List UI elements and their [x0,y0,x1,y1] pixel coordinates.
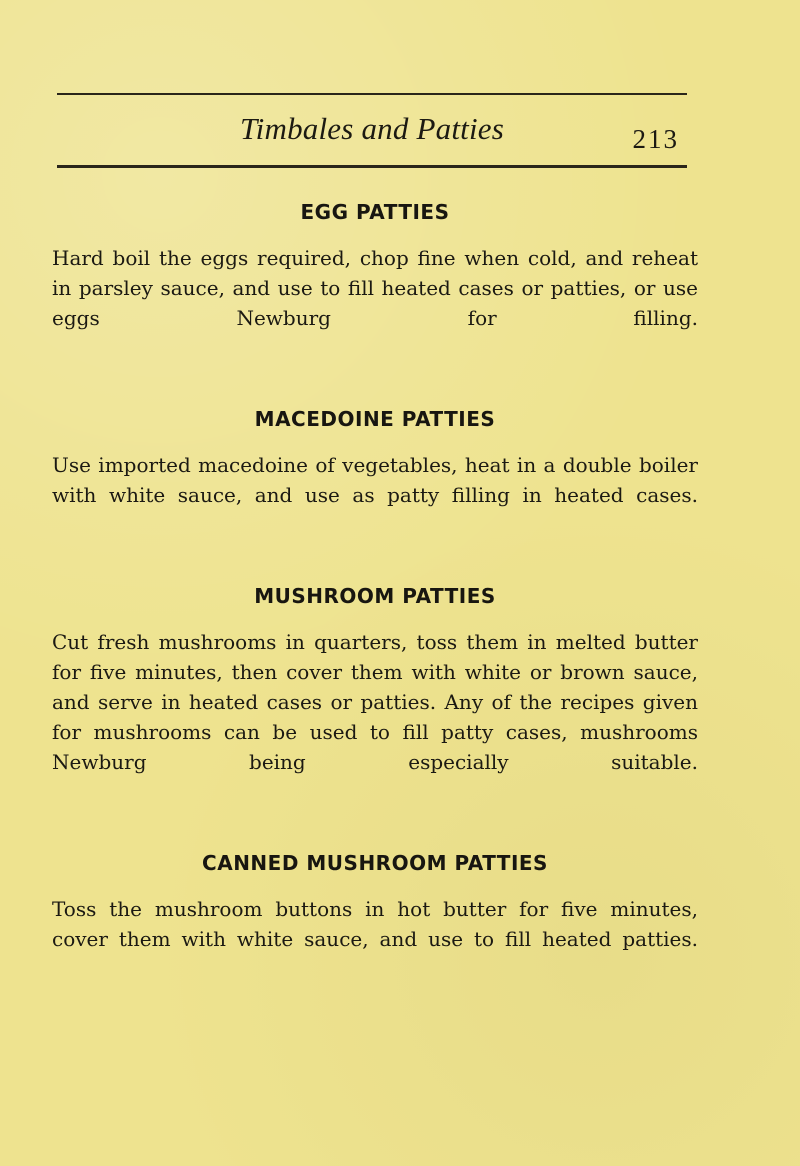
canned-mushroom-patties-heading: CANNED MUSHROOM PATTIES [202,851,548,875]
macedoine-patties-heading: MACEDOINE PATTIES [254,407,496,431]
egg-patties-text: Hard boil the eggs required, chop fine when cold, and reheat in parsley sauce, and use to fill heated cases or patties, or use eggs Newburg for filling. [52,246,698,330]
egg-patties-heading: EGG PATTIES [300,200,450,224]
running-head-title: Timbales and Patties [239,111,505,146]
top-rule [57,93,687,95]
macedoine-patties-text: Use imported macedoine of vegetables, heat in a double boiler with white sauce, and use as patty filling in heated cases. [52,453,698,507]
mushroom-patties-heading: MUSHROOM PATTIES [254,584,496,608]
page-number: 213 [632,124,679,154]
canned-mushroom-patties-section [52,849,698,984]
mushroom-patties-section [52,582,698,807]
macedoine-patties-section [52,405,698,540]
canned-mushroom-patties-text: Toss the mushroom buttons in hot butter for five minutes, cover them with white sauce, and use to fill heated patties. [52,897,698,951]
mushroom-patties-text: Cut fresh mushrooms in quarters, toss them in melted butter for five minutes, then cover them with white or brown sauce, and serve in heated cases or patties. Any of the recipes given for mushrooms can be used to fill patty cases, mushrooms Newburg being especially suitable. [52,630,698,774]
egg-patties-section [52,198,698,363]
recipe-content [52,198,698,984]
bottom-rule [57,165,687,168]
running-head [57,104,687,156]
